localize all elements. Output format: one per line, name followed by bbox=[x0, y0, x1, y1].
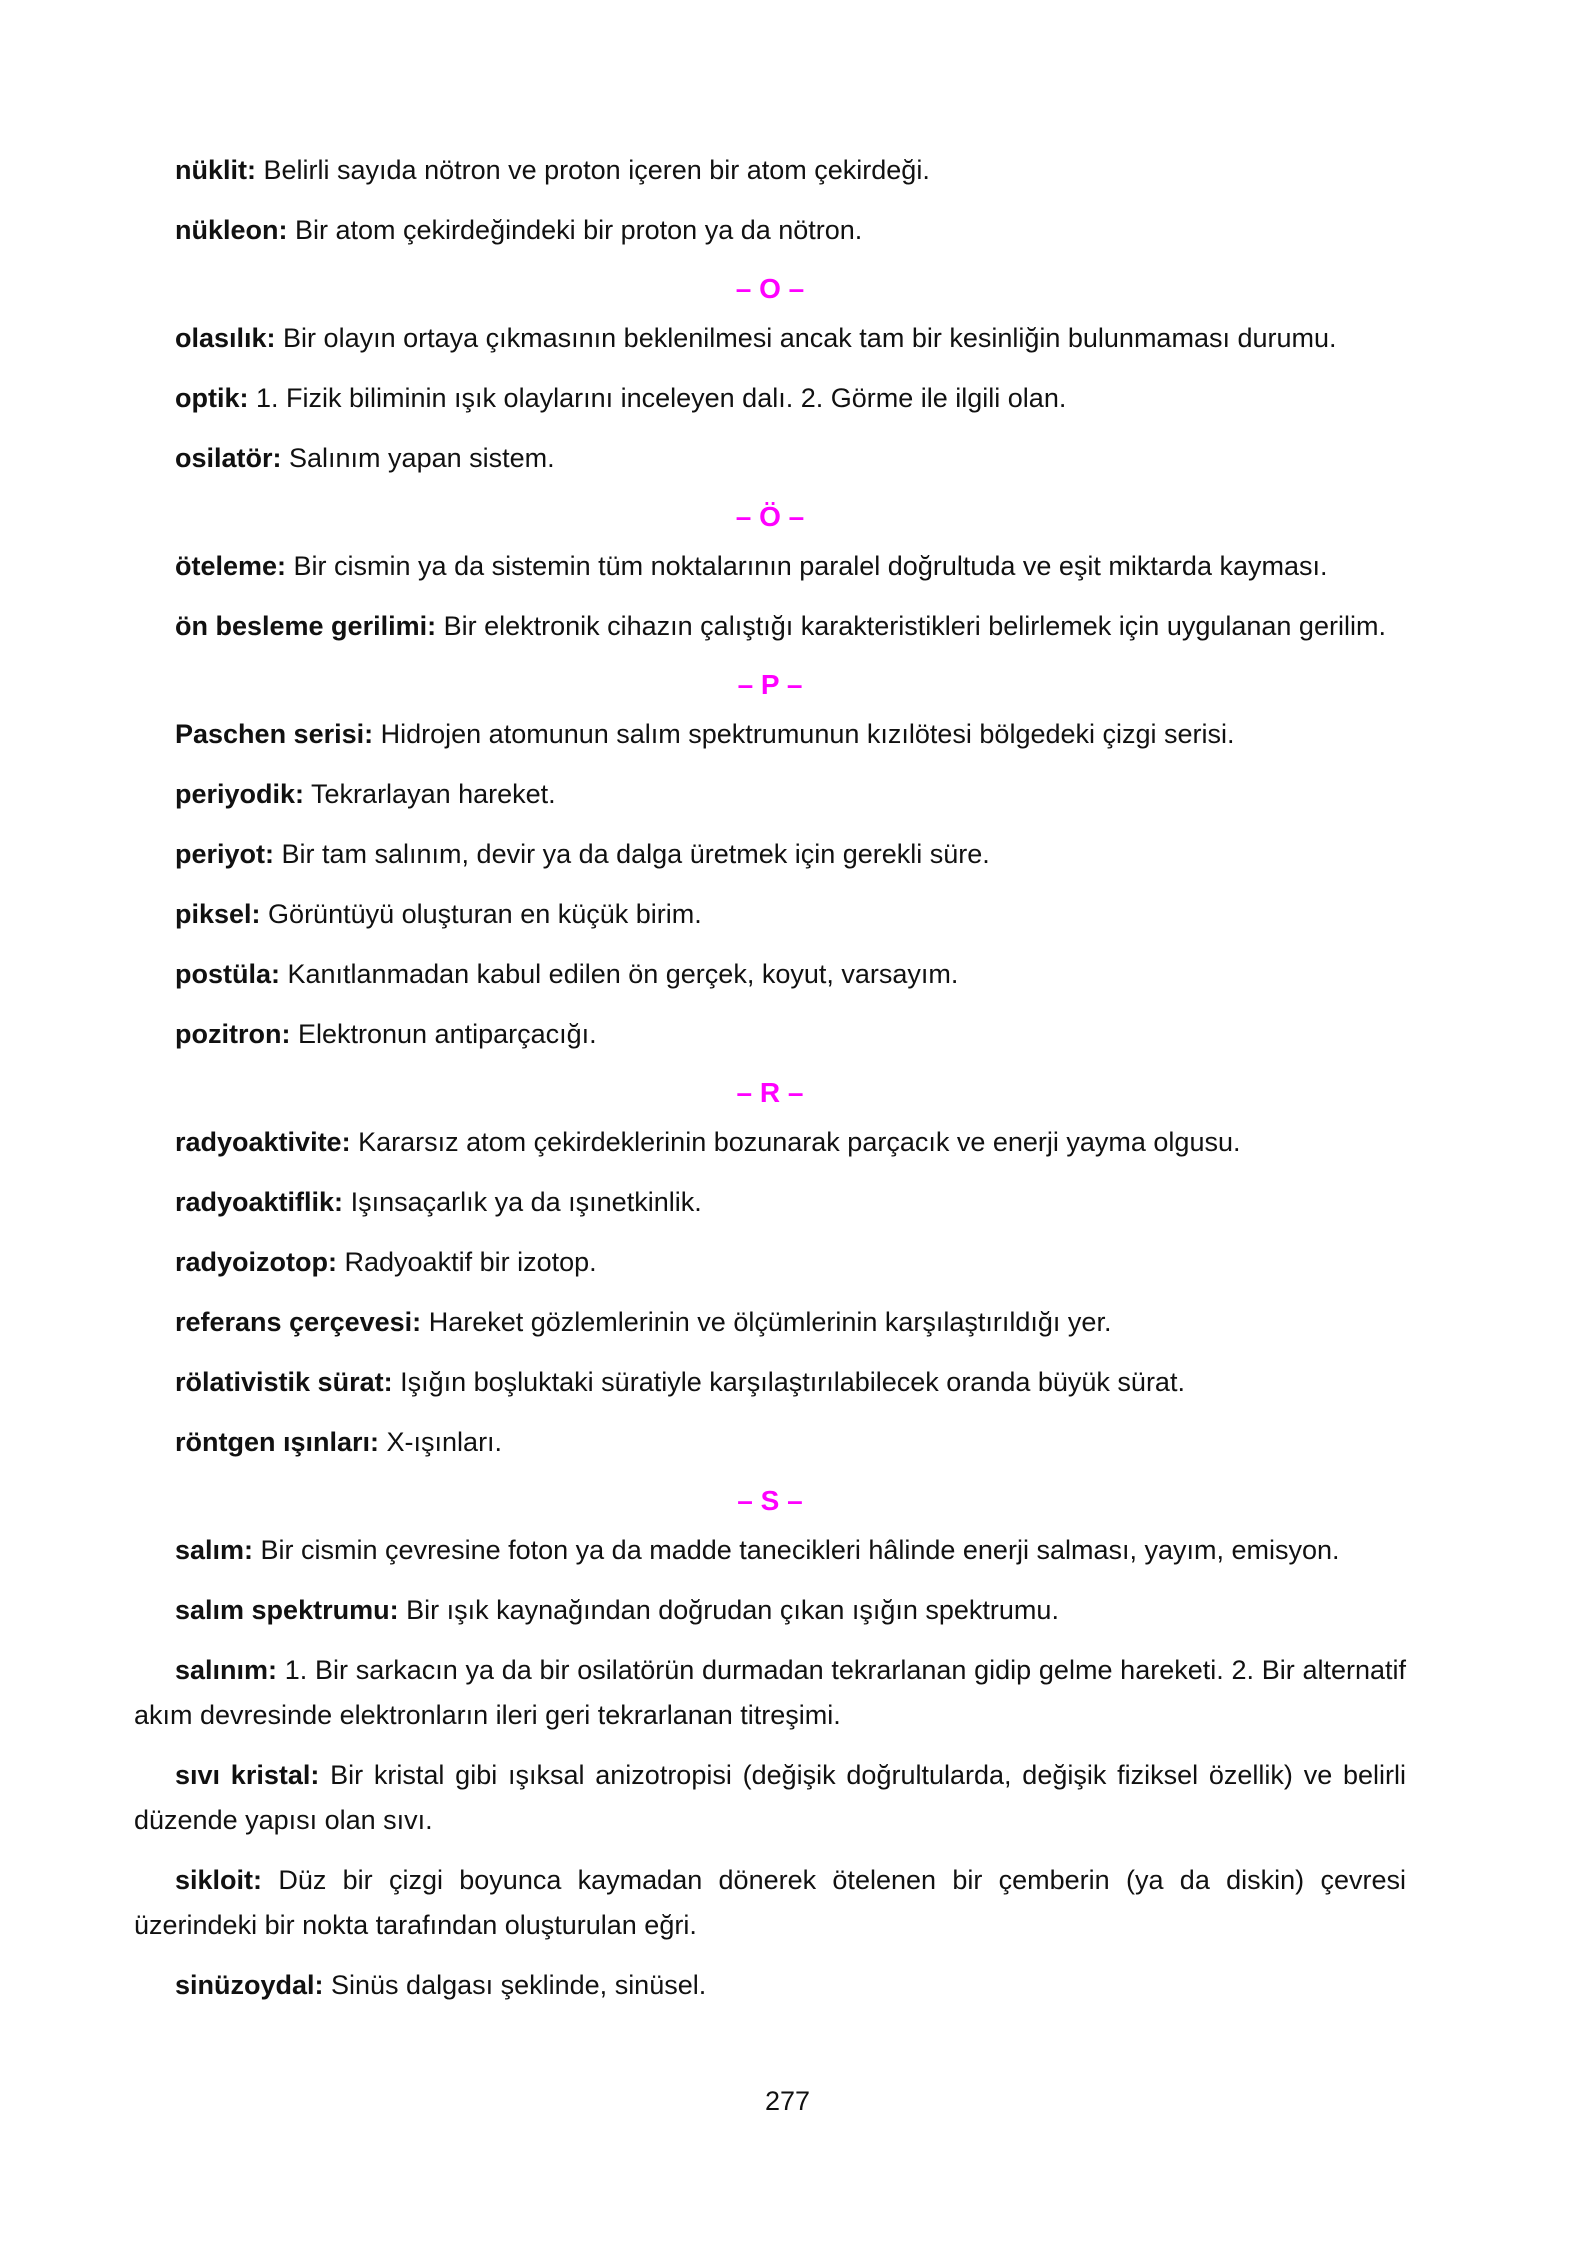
section-heading-r: – R – bbox=[736, 1077, 804, 1108]
entry-definition: Bir elektronik cihazın çalıştığı karakteristikleri belirlemek için uygulanan gerilim. bbox=[436, 611, 1386, 641]
entry-term: osilatör: bbox=[175, 443, 282, 473]
glossary-section-o-umlaut bbox=[134, 496, 1406, 649]
entry-definition: Bir ışık kaynağından doğrudan çıkan ışığın spektrumu. bbox=[398, 1595, 1059, 1625]
glossary-entry bbox=[134, 832, 1406, 877]
entry-term: Paschen serisi: bbox=[175, 719, 374, 749]
section-heading-s: – S – bbox=[737, 1485, 803, 1516]
section-heading-o-umlaut: – Ö – bbox=[735, 501, 805, 532]
glossary-entry bbox=[134, 1858, 1406, 1948]
glossary-entry bbox=[134, 544, 1406, 589]
entry-term: ön besleme gerilimi: bbox=[175, 611, 437, 641]
entry-term: radyoaktiflik: bbox=[175, 1187, 344, 1217]
entry-definition: Bir kristal gibi ışıksal anizotropisi (değişik doğrultularda, değişik fiziksel özellik) ve belirli düzende yapısı olan sıvı. bbox=[134, 1760, 1407, 1835]
glossary-entry bbox=[134, 1012, 1406, 1057]
entry-term: röntgen ışınları: bbox=[175, 1427, 380, 1457]
entry-definition: Işığın boşluktaki süratiyle karşılaştırılabilecek oranda büyük sürat. bbox=[392, 1367, 1185, 1397]
section-heading-o: – O – bbox=[735, 273, 805, 304]
entry-definition: Tekrarlayan hareket. bbox=[304, 779, 556, 809]
glossary-entry bbox=[134, 1753, 1406, 1843]
glossary-entry bbox=[134, 1360, 1406, 1405]
glossary-entry bbox=[134, 1300, 1406, 1345]
glossary-entry bbox=[134, 316, 1406, 361]
entry-term: sinüzoydal: bbox=[175, 1970, 324, 2000]
entry-definition: Salınım yapan sistem. bbox=[281, 443, 555, 473]
entry-definition: Bir cismin çevresine foton ya da madde tanecikleri hâlinde enerji salması, yayım, emisyon. bbox=[253, 1535, 1340, 1565]
entry-term: postüla: bbox=[175, 959, 280, 989]
glossary-entry bbox=[134, 208, 1406, 253]
entry-term: optik: bbox=[175, 383, 249, 413]
glossary-entry bbox=[134, 376, 1406, 421]
entry-term: radyoizotop: bbox=[175, 1247, 337, 1277]
entry-definition: Görüntüyü oluşturan en küçük birim. bbox=[260, 899, 702, 929]
glossary-entry bbox=[134, 1528, 1406, 1573]
entry-definition: Hareket gözlemlerinin ve ölçümlerinin karşılaştırıldığı yer. bbox=[421, 1307, 1112, 1337]
glossary-entry bbox=[134, 772, 1406, 817]
glossary-entry bbox=[134, 712, 1406, 757]
entry-term: salım: bbox=[175, 1535, 254, 1565]
entry-definition: Kanıtlanmadan kabul edilen ön gerçek, koyut, varsayım. bbox=[280, 959, 959, 989]
entry-definition: Düz bir çizgi boyunca kaymadan dönerek ötelenen bir çemberin (ya da diskin) çevresi üzerindeki bir nokta tarafından oluşturulan eğri. bbox=[134, 1865, 1406, 1940]
entry-definition: Bir tam salınım, devir ya da dalga üretmek için gerekli süre. bbox=[274, 839, 990, 869]
glossary-section-p bbox=[134, 664, 1406, 1057]
entry-term: olasılık: bbox=[175, 323, 276, 353]
entry-term: salım spektrumu: bbox=[175, 1595, 399, 1625]
glossary-entry bbox=[134, 1963, 1406, 2008]
entry-definition: Bir olayın ortaya çıkmasının beklenilmesi ancak tam bir kesinliğin bulunmaması durumu. bbox=[275, 323, 1337, 353]
entry-term: sıvı kristal: bbox=[175, 1760, 320, 1790]
entry-term: radyoaktivite: bbox=[175, 1127, 351, 1157]
section-heading-p: – P – bbox=[737, 669, 803, 700]
entry-definition: 1. Bir sarkacın ya da bir osilatörün durmadan tekrarlanan gidip gelme hareketi. 2. Bir alternatif akım devresinde elektronların ileri geri tekrarlanan titreşimi. bbox=[134, 1655, 1406, 1730]
entry-term: pozitron: bbox=[175, 1019, 291, 1049]
entry-definition: Elektronun antiparçacığı. bbox=[290, 1019, 597, 1049]
entry-term: periyodik: bbox=[175, 779, 305, 809]
entry-term: salınım: bbox=[175, 1655, 278, 1685]
entry-term: periyot: bbox=[175, 839, 275, 869]
glossary-entry bbox=[134, 1420, 1406, 1465]
entry-term: nüklit: bbox=[175, 155, 256, 185]
entry-term: referans çerçevesi: bbox=[175, 1307, 422, 1337]
glossary-entry bbox=[134, 892, 1406, 937]
glossary-entry bbox=[134, 952, 1406, 997]
glossary-section-r bbox=[134, 1072, 1406, 1465]
entry-definition: Işınsaçarlık ya da ışınetkinlik. bbox=[343, 1187, 702, 1217]
entry-term: nükleon: bbox=[175, 215, 288, 245]
entry-term: öteleme: bbox=[175, 551, 287, 581]
glossary-entry bbox=[134, 1120, 1406, 1165]
glossary-entry bbox=[134, 1648, 1406, 1738]
entry-definition: Hidrojen atomunun salım spektrumunun kızılötesi bölgedeki çizgi serisi. bbox=[373, 719, 1235, 749]
page-number: 277 bbox=[764, 2086, 811, 2116]
entry-definition: 1. Fizik biliminin ışık olaylarını inceleyen dalı. 2. Görme ile ilgili olan. bbox=[248, 383, 1067, 413]
glossary-entry bbox=[134, 436, 1406, 481]
entry-definition: Belirli sayıda nötron ve proton içeren bir atom çekirdeği. bbox=[256, 155, 930, 185]
glossary-page bbox=[134, 148, 1406, 2023]
glossary-entry bbox=[134, 1588, 1406, 1633]
entry-definition: Bir cismin ya da sistemin tüm noktalarının paralel doğrultuda ve eşit miktarda kayması. bbox=[286, 551, 1328, 581]
glossary-entry bbox=[134, 148, 1406, 193]
entry-term: sikloit: bbox=[175, 1865, 263, 1895]
entry-definition: X-ışınları. bbox=[379, 1427, 503, 1457]
glossary-section-o bbox=[134, 268, 1406, 481]
entry-definition: Sinüs dalgası şeklinde, sinüsel. bbox=[323, 1970, 707, 2000]
glossary-section-s bbox=[134, 1480, 1406, 2008]
entry-definition: Kararsız atom çekirdeklerinin bozunarak parçacık ve enerji yayma olgusu. bbox=[350, 1127, 1241, 1157]
glossary-entry bbox=[134, 1240, 1406, 1285]
glossary-entry bbox=[134, 604, 1406, 649]
entry-definition: Radyoaktif bir izotop. bbox=[337, 1247, 597, 1277]
glossary-section-n bbox=[134, 148, 1406, 253]
entry-definition: Bir atom çekirdeğindeki bir proton ya da nötron. bbox=[287, 215, 863, 245]
entry-term: piksel: bbox=[175, 899, 261, 929]
glossary-entry bbox=[134, 1180, 1406, 1225]
entry-term: rölativistik sürat: bbox=[175, 1367, 393, 1397]
